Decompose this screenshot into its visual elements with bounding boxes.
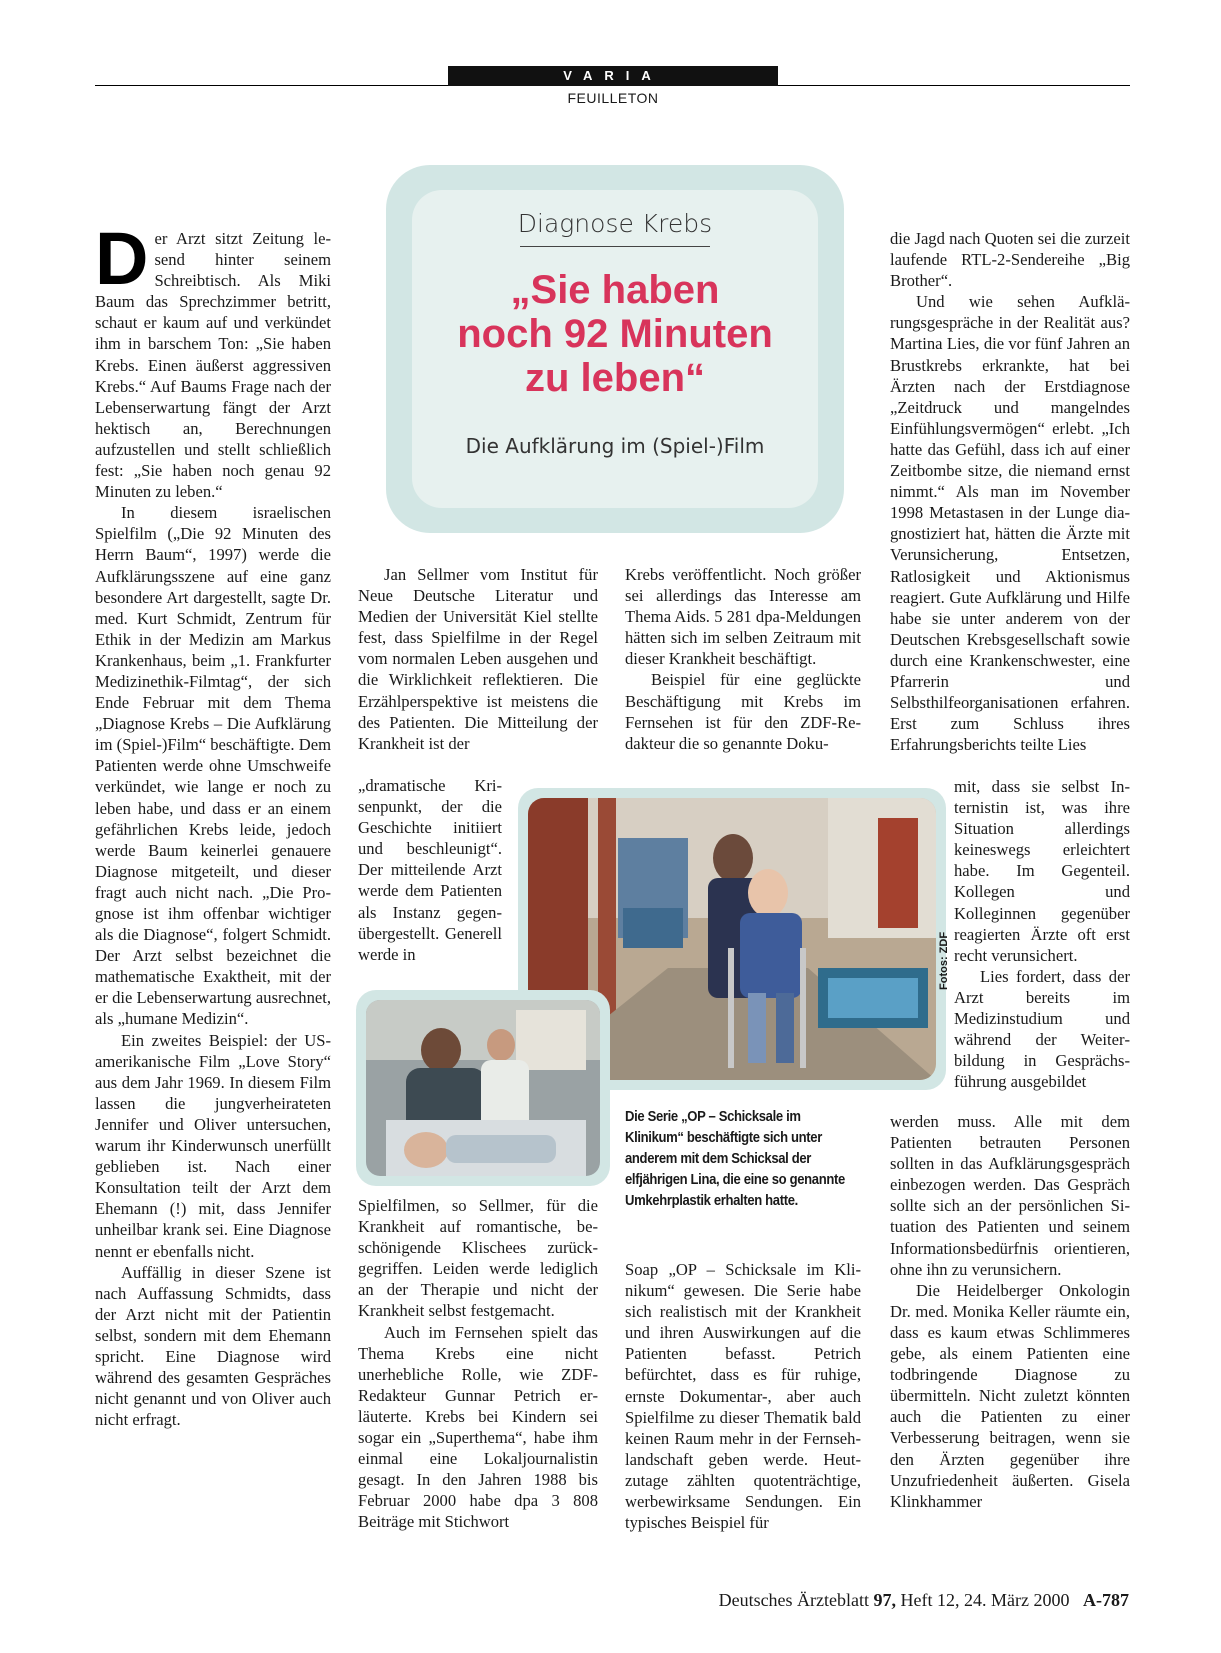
paragraph-text: er Arzt sitzt Zeitung lesend hinter seinem Schreibtisch. Als Miki Baum das Sprechzimmer betritt, schaut er kaum auf und verkündet ihm in barschem Ton: „Sie haben Krebs. Einen äußerst aggressiven Krebs.“ Auf Baums Frage nach der Lebenserwartung fängt der Arzt hektisch an, Berechnungen aufzustellen und stellt schließlich fest: „Sie haben noch genau 92 Minuten zu leben.“ [95,229,331,502]
photo-caption: Die Serie „OP – Schicksale im Klinikum“ beschäftigte sich unter anderem mit dem Schicksal der elfjährigen Lina, die eine so genannte Umkehrplastik erhalten hatte. [625,1108,845,1209]
headline-line: „Sie haben [510,268,720,312]
paragraph: mit, dass sie selbst Internistin ist, was ihre Situation allerdings keineswegs erleichtert habe. Im Gegenteil. Kollegen und Kolleginnen gegenüber reagierten Ärzte oft erst recht verunsichert. [954,777,1130,965]
paragraph: Lies fordert, dass der Arzt bereits im Medizinstudium und während der Weiterbildung in Gesprächsführung ausgebildet [954,966,1130,1092]
paragraph [95,217,331,502]
paragraph: Auffällig in dieser Szene ist nach Auffassung Schmidts, dass der Arzt nicht mit der Patientin selbst, sondern mit dem Ehemann spricht. Eine Diagnose wird während des gesamten Gespräches nicht genannt und von Oliver auch nicht erfragt. [95,1262,331,1430]
paragraph: Beispiel für eine geglückte Beschäftigung mit Krebs im Fernsehen ist für den ZDF-Redakteur die so genannte Doku- [625,670,861,753]
paragraph: In diesem israelischen Spielfilm („Die 92 Minuten des Herrn Baum“, 1997) werde die Aufklärungsszene auf eine ganz besondere Art dargestellt, sagte Dr. med. Kurt Schmidt, Zentrum für Ethik in der Medizin am Markus Krankenhaus, beim „1. Frankfurter Medizinethik-Filmtag“, der sich Ende Februar mit dem Thema „Diagnose Krebs – Die Aufklärung im (Spiel-)Film“ beschäftigte. Dem Patienten werde ohne Umschweife verkündet, wie lange er noch zu leben habe, und dass er an einem gefährlichen Krebs leide, jedoch werde Baum keinerlei genauere Diagnose mitgeteilt, und dieser fragt auch nicht nach. „Die Prognose ist ihm offenbar wichtiger als die Diagnose“, folgert Schmidt. Der Arzt selbst bezeichnet die mathematische Exaktheit, mit der er die Lebenserwartung ausrechnet, als „humane Medizin“. [95,503,331,1029]
volume: 97, [873,1590,897,1610]
paragraph: die Jagd nach Quoten sei die zurzeit laufende RTL-2-Sendereihe „Big Brother“. [890,229,1130,291]
headline-line: zu leben“ [524,356,706,400]
subsection-label: FEUILLETON [567,90,659,106]
column-2-mid [358,775,502,965]
column-4-bottom [890,1111,1130,1512]
paragraph: werden muss. Alle mit dem Patienten betrauten Personen sollten in das Aufklärungsgespräch einbezogen werden. Das Gespräch sollte sich an der persönlichen Situation des Patienten und seinem Informationsbedürfnis orientieren, ohne ihn zu verunsichern. [890,1112,1130,1279]
drop-cap: D [95,217,149,300]
column-4-top [890,228,1130,755]
page-footer [645,1590,1129,1611]
column-3-top [625,564,861,754]
paragraph: Soap „OP – Schicksale im Klinikum“ gewesen. Die Serie habe sich realistisch mit der Krankheit und ihren Auswirkungen auf die Patienten befasst. Petrich befürchtet, dass es für ruhige, ernste Dokumentar-, aber auch Spielfilme zu dieser Thematik bald keinen Raum mehr in der Fernsehlandschaft geben werde. Heutzutage zählten quotenträchtige, werbewirksame Sendungen. Ein typisches Beispiel für [625,1260,861,1533]
section-label: VARIA [448,66,778,86]
issue-info: Heft 12, 24. März 2000 [900,1590,1070,1610]
column-2-bottom [358,1195,598,1533]
journal-name: Deutsches Ärzteblatt [718,1590,870,1610]
paragraph: Ein zweites Beispiel: der US-amerikanische Film „Love Story“ aus dem Jahr 1969. In diesem Film lassen die jungverheirateten Jennifer und Oliver untersuchen, warum ihr Kinderwunsch unerfüllt geblieben ist. Nach einer Konsultation teilt der Arzt dem Ehemann (!) mit, dass Jennifer unheilbar krank sei. Eine Diagnose nennt er ebenfalls nicht. [95,1030,331,1261]
paragraph: Auch im Fernsehen spielt das Thema Krebs eine nicht unerhebliche Rolle, wie ZDF-Redakteur Gunnar Petrich erläuterte. Krebs bei Kindern sei sogar ein „Superthema“, habe ihm einmal eine Lokaljournalistin gesagt. In den Jahren 1988 bis Februar 2000 habe dpa 3 808 Beiträge mit Stichwort [358,1322,598,1532]
column-1 [95,217,331,1430]
paragraph: Spielfilmen, so Sellmer, für die Krankheit auf romantische, beschönigende Klischees zurückgegriffen. Leiden werde lediglich an der Therapie und nicht der Krankheit selbst festgemacht. [358,1196,598,1321]
headline-line: noch 92 Minuten [457,312,773,356]
paragraph: „dramatische Krisenpunkt, der die Geschichte initiiert und beschleunigt“. Der mitteilende Arzt werde dem Patienten als Instanz gegenübergestellt. Generell werde in [358,776,502,964]
paragraph: Jan Sellmer vom Institut für Neue Deutsche Literatur und Medien der Universität Kiel stellte fest, dass Spielfilme in der Regel vom normalen Leben ausgehen und die Wirklichkeit reflektieren. Die Erzählperspektive ist meistens die des Patienten. Die Mitteilung der Krankheit ist der [358,565,598,753]
kicker: Diagnose Krebs [517,209,713,238]
paragraph: Krebs veröffentlicht. Noch größer sei allerdings das Interesse am Thema Aids. 5 281 dpa-Meldungen hätten sich im selben Zeitraum mit dieser Krankheit beschäftigt. [625,565,861,669]
column-2-top [358,564,598,754]
kicker-underline [520,246,710,247]
headline [412,268,818,400]
subheadline: Die Aufklärung im (Spiel-)Film [465,434,765,458]
paragraph: Die Heidelberger Onkologin Dr. med. Monika Keller räumte ein, dass es kaum etwas Schlimmeres gebe, als einem Patienten eine todbringende Diagnose zu übermitteln. Nicht zuletzt könnten auch die Patienten zu einer Verbesserung beitragen, wenn sie den Ärzten gegenüber ihre Unzufriedenheit äußerten. Gisela Klinkhammer [890,1280,1130,1511]
photo-doctor-patient [366,1000,600,1176]
page-number: A-787 [1083,1590,1129,1610]
paragraph: Und wie sehen Aufklärungsgespräche in der Realität aus? Martina Lies, die vor fünf Jahren an Brustkrebs erkrankte, hat bei Ärzten nach der Erstdiagnose „Zeitdruck und mangelndes Einfühlungsvermögen“ erlebt. „Ich hatte das Gefühl, dass ich auf einer Zeitbombe sitze, die niemand ernst nimmt.“ Als man im November 1998 Metastasen in der Lunge diagnostiziert hat, hätten die Ärzte mit Verunsicherung, Entsetzen, Ratlosigkeit und Aktionismus reagiert. Gute Aufklärung und Hilfe habe sie unter anderem von der Deutschen Krebsgesellschaft sowie durch eine Krankenschwester, eine Pfarrerin und Selbsthilfeorganisationen erfahren. Erst zum Schluss ihres Erfahrungsberichts teilte Lies [890,292,1130,755]
photo-credit: Fotos: ZDF [938,931,950,990]
column-3-bottom [625,1259,861,1533]
column-4-mid [954,776,1130,1092]
